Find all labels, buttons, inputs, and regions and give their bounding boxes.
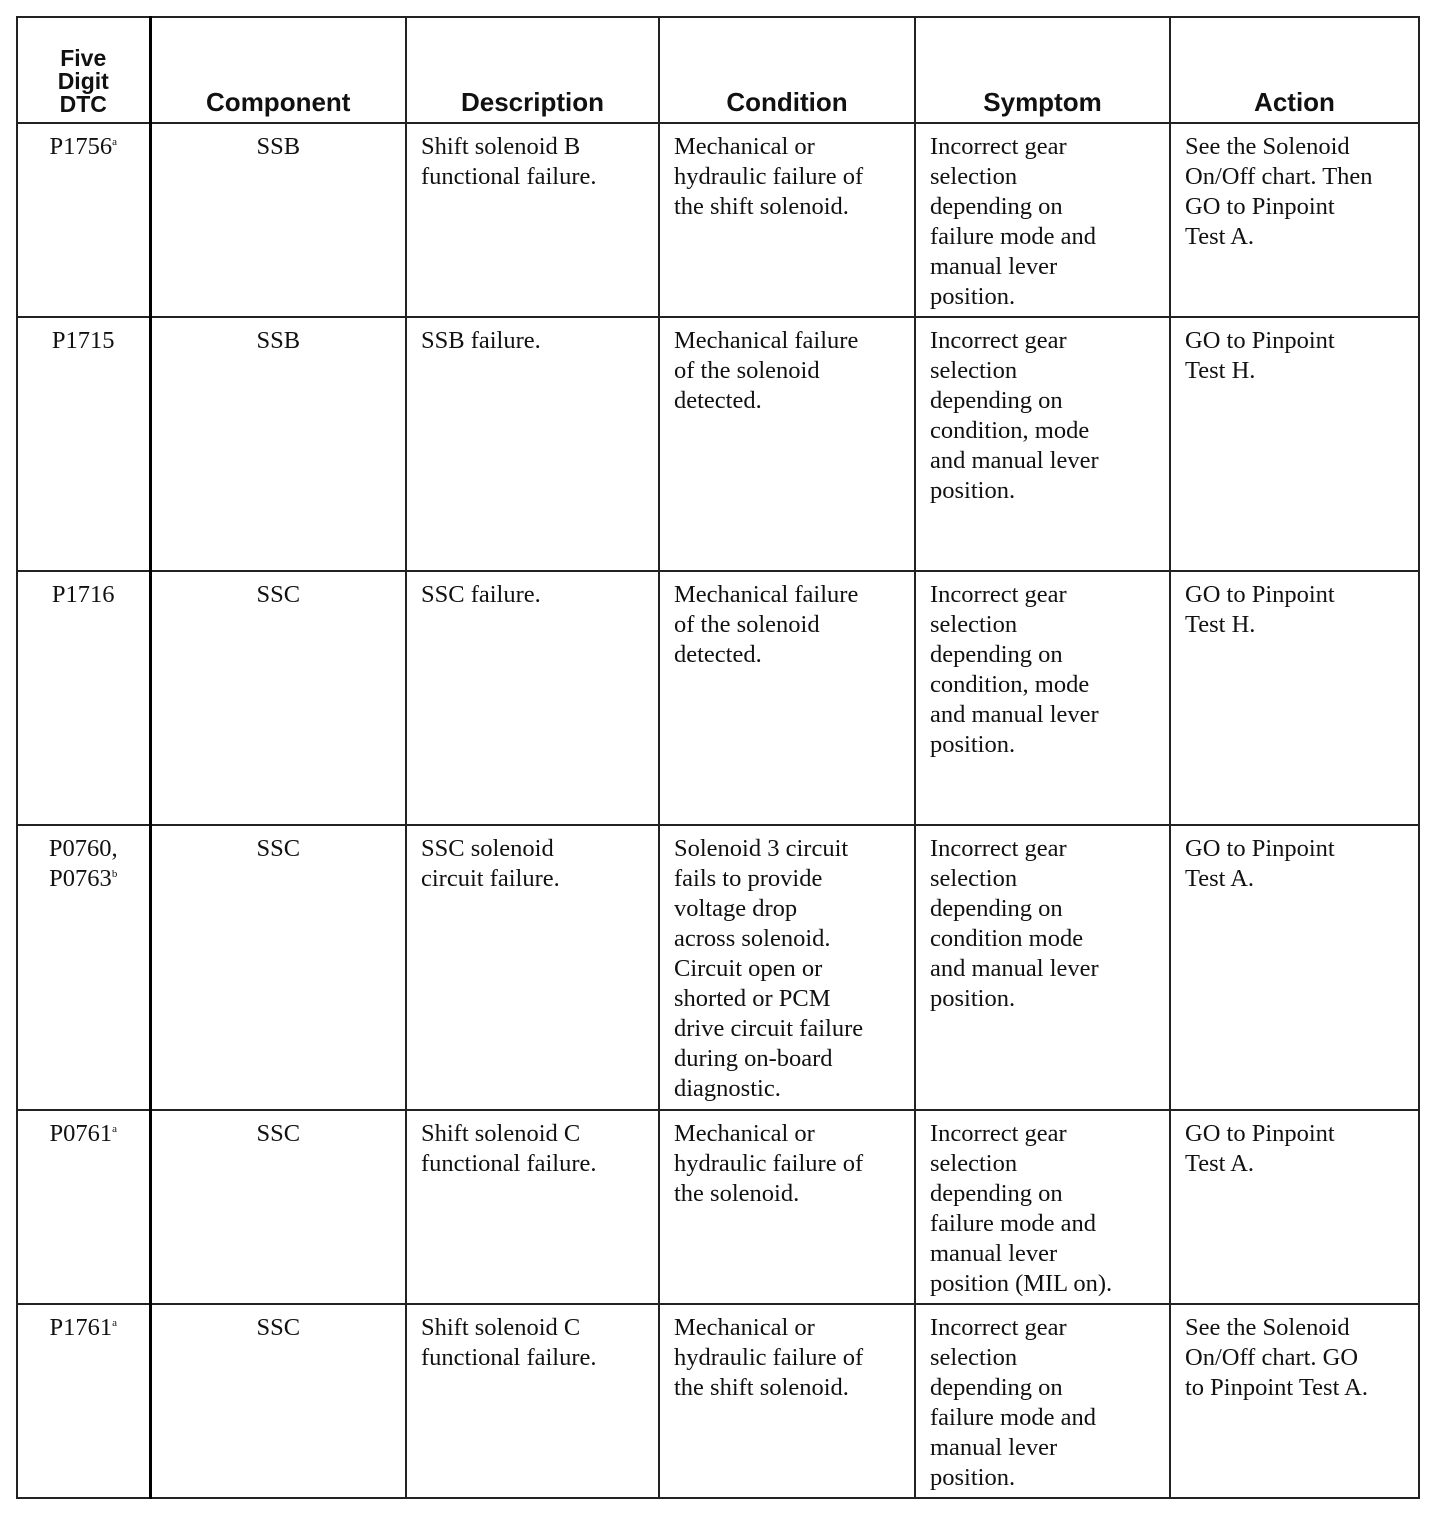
dtc-cell [17, 317, 150, 571]
dtc-code: P0763$^b$ [49, 865, 118, 892]
cell-line: See the Solenoid [1185, 133, 1350, 160]
dtc-code: P1715 [51, 327, 115, 354]
cell-line: depending on [930, 193, 1063, 220]
cell-line: condition, mode [930, 417, 1090, 444]
cell-line: GO to Pinpoint [1185, 193, 1335, 220]
condition-cell [659, 571, 915, 825]
action-cell [1170, 123, 1419, 317]
symptom-cell [915, 123, 1170, 317]
cell-line: and manual lever [930, 955, 1099, 982]
description-cell [406, 1304, 659, 1498]
cell-line: Test A. [1185, 1150, 1255, 1177]
cell-line: Mechanical failure [674, 581, 859, 608]
header-dtc [17, 17, 150, 123]
header-dtc-line: DTC [59, 91, 107, 117]
component-cell: SSB [150, 123, 406, 317]
footnote-marker: a [112, 135, 118, 148]
dtc-table [16, 16, 1420, 1499]
cell-line: Test H. [1185, 611, 1256, 638]
cell-line: On/Off chart. Then [1185, 163, 1373, 190]
cell-line: the solenoid. [674, 1180, 800, 1207]
description-cell [406, 1110, 659, 1304]
table-row [17, 1304, 1419, 1498]
action-cell [1170, 1304, 1419, 1498]
cell-line: the shift solenoid. [674, 1374, 849, 1401]
cell-line: failure mode and [930, 223, 1096, 250]
cell-line: functional failure. [421, 1344, 597, 1371]
cell-line: functional failure. [421, 1150, 597, 1177]
action-cell [1170, 571, 1419, 825]
cell-line: Incorrect gear [930, 581, 1067, 608]
cell-line: Mechanical or [674, 1120, 815, 1147]
dtc-cell [17, 571, 150, 825]
cell-line: selection [930, 1150, 1018, 1177]
cell-line: position (MIL on). [930, 1270, 1113, 1297]
description-cell [406, 317, 659, 571]
cell-line: Solenoid 3 circuit [674, 835, 849, 862]
cell-line: hydraulic failure of [674, 1150, 864, 1177]
cell-line: Mechanical or [674, 1314, 815, 1341]
cell-line: Incorrect gear [930, 1120, 1067, 1147]
cell-line: On/Off chart. GO [1185, 1344, 1359, 1371]
cell-line: across solenoid. [674, 925, 831, 952]
footnote-marker: b [111, 867, 118, 880]
cell-line: selection [930, 611, 1018, 638]
dtc-cell [17, 1110, 150, 1304]
cell-line: manual lever [930, 253, 1058, 280]
table-row [17, 1110, 1419, 1304]
cell-line: hydraulic failure of [674, 163, 864, 190]
cell-line: Mechanical or [674, 133, 815, 160]
table-row [17, 123, 1419, 317]
cell-line: depending on [930, 387, 1063, 414]
cell-line: drive circuit failure [674, 1015, 864, 1042]
cell-line: depending on [930, 1374, 1063, 1401]
symptom-cell [915, 1110, 1170, 1304]
cell-line: selection [930, 357, 1018, 384]
header-description: Description [406, 17, 659, 123]
cell-line: failure mode and [930, 1210, 1096, 1237]
cell-line: shorted or PCM [674, 985, 831, 1012]
component-cell: SSC [150, 825, 406, 1110]
cell-line: Incorrect gear [930, 327, 1067, 354]
cell-line: GO to Pinpoint [1185, 581, 1335, 608]
action-cell [1170, 1110, 1419, 1304]
header-condition: Condition [659, 17, 915, 123]
cell-line: detected. [674, 641, 762, 668]
footnote-marker: a [112, 1316, 118, 1329]
cell-line: of the solenoid [674, 357, 820, 384]
cell-line: during on-board [674, 1045, 833, 1072]
header-symptom: Symptom [915, 17, 1170, 123]
cell-line: SSC solenoid [421, 835, 554, 862]
dtc-cell [17, 1304, 150, 1498]
cell-line: SSC failure. [421, 581, 541, 608]
cell-line: GO to Pinpoint [1185, 835, 1335, 862]
cell-line: Incorrect gear [930, 133, 1067, 160]
condition-cell [659, 317, 915, 571]
action-cell [1170, 317, 1419, 571]
cell-line: position. [930, 477, 1016, 504]
cell-line: manual lever [930, 1240, 1058, 1267]
cell-line: position. [930, 731, 1016, 758]
cell-line: fails to provide [674, 865, 823, 892]
cell-line: depending on [930, 1180, 1063, 1207]
action-cell [1170, 825, 1419, 1110]
symptom-cell [915, 825, 1170, 1110]
component-cell: SSC [150, 1304, 406, 1498]
cell-line: Incorrect gear [930, 1314, 1067, 1341]
cell-line: Test H. [1185, 357, 1256, 384]
symptom-cell [915, 317, 1170, 571]
header-dtc-line: Five [60, 45, 107, 71]
cell-line: position. [930, 283, 1016, 310]
dtc-cell [17, 825, 150, 1110]
cell-line: and manual lever [930, 701, 1099, 728]
cell-line: condition, mode [930, 671, 1090, 698]
cell-line: SSB failure. [421, 327, 541, 354]
cell-line: Mechanical failure [674, 327, 859, 354]
component-cell: SSB [150, 317, 406, 571]
cell-line: depending on [930, 641, 1063, 668]
cell-line: voltage drop [674, 895, 798, 922]
description-cell [406, 571, 659, 825]
cell-line: selection [930, 865, 1018, 892]
cell-line: Incorrect gear [930, 835, 1067, 862]
cell-line: condition mode [930, 925, 1084, 952]
cell-line: position. [930, 1464, 1016, 1491]
dtc-code: P1756$^a$ [49, 133, 118, 160]
cell-line: diagnostic. [674, 1075, 781, 1102]
dtc-code: P1761$^a$ [49, 1314, 118, 1341]
header-component: Component [150, 17, 406, 123]
table-row [17, 317, 1419, 571]
symptom-cell [915, 1304, 1170, 1498]
cell-line: selection [930, 163, 1018, 190]
cell-line: GO to Pinpoint [1185, 1120, 1335, 1147]
cell-line: functional failure. [421, 163, 597, 190]
condition-cell [659, 1304, 915, 1498]
footnote-marker: a [112, 1122, 118, 1135]
header-row [17, 17, 1419, 123]
dtc-code: P1716 [51, 581, 115, 608]
cell-line: Shift solenoid C [421, 1314, 581, 1341]
condition-cell [659, 825, 915, 1110]
cell-line: hydraulic failure of [674, 1344, 864, 1371]
dtc-code: P0761$^a$ [49, 1120, 118, 1147]
cell-line: to Pinpoint Test A. [1185, 1374, 1368, 1401]
cell-line: position. [930, 985, 1016, 1012]
cell-line: Circuit open or [674, 955, 823, 982]
cell-line: depending on [930, 895, 1063, 922]
cell-line: the shift solenoid. [674, 193, 849, 220]
header-dtc-line: Digit [57, 68, 109, 94]
cell-line: failure mode and [930, 1404, 1096, 1431]
cell-line: Test A. [1185, 223, 1255, 250]
table-row [17, 571, 1419, 825]
cell-line: and manual lever [930, 447, 1099, 474]
condition-cell [659, 123, 915, 317]
header-action: Action [1170, 17, 1419, 123]
dtc-code: P0760, [48, 835, 118, 862]
cell-line: detected. [674, 387, 762, 414]
component-cell: SSC [150, 1110, 406, 1304]
component-cell: SSC [150, 571, 406, 825]
table-row [17, 825, 1419, 1110]
cell-line: GO to Pinpoint [1185, 327, 1335, 354]
symptom-cell [915, 571, 1170, 825]
cell-line: Test A. [1185, 865, 1255, 892]
cell-line: of the solenoid [674, 611, 820, 638]
cell-line: circuit failure. [421, 865, 560, 892]
description-cell [406, 123, 659, 317]
cell-line: Shift solenoid B [421, 133, 581, 160]
cell-line: selection [930, 1344, 1018, 1371]
cell-line: manual lever [930, 1434, 1058, 1461]
condition-cell [659, 1110, 915, 1304]
cell-line: Shift solenoid C [421, 1120, 581, 1147]
description-cell [406, 825, 659, 1110]
dtc-cell [17, 123, 150, 317]
table-body [17, 123, 1419, 1498]
cell-line: See the Solenoid [1185, 1314, 1350, 1341]
